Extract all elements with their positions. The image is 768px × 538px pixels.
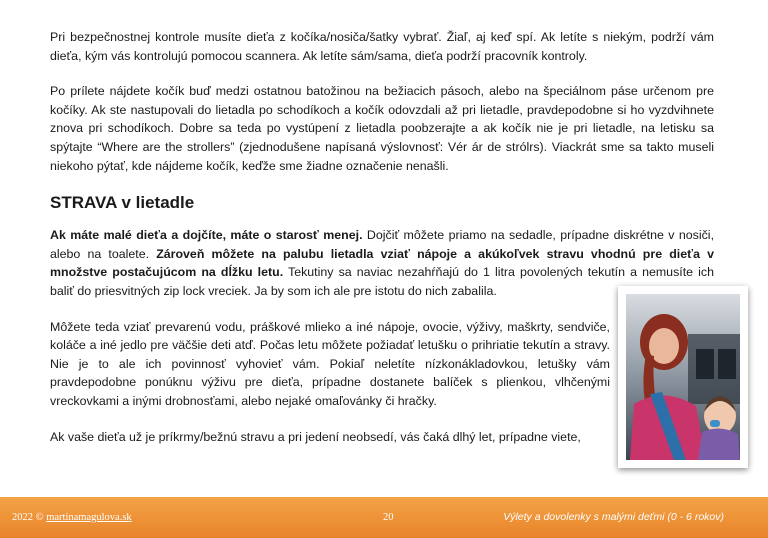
page-number: 20	[383, 512, 394, 523]
paragraph-breastfeeding	[50, 226, 714, 300]
paragraph-food-list: Môžete teda vziať prevarenú vodu, práškové mlieko a iné nápoje, ovocie, výživy, maškrty, sendviče, koláče a iné jedlo pre väčšie deti atď. Počas letu môžete požiadať letušku o prihriatie tekutín a stravy. Nie je to ale ich povinnosť vyhovieť vám. Pokiaľ neletíte nízkonákladovkou, letušky vám pravdepodobne ponúknu výživu pre dieťa, prípadne dostanete balíček s plienkou, vlhčenými vreckovkami a inými drobnosťami, alebo nejaké omaľovánky či hračky.	[50, 319, 610, 408]
footer-year: 2022	[12, 512, 33, 523]
photo-image	[626, 294, 740, 460]
bold-text: Ak máte malé dieťa a dojčíte, máte o starosť menej.	[50, 228, 363, 243]
body-text: Dojčiť môžete priamo na sedadle, prípadne diskrétne v nosiči, alebo na toalete.	[50, 228, 715, 261]
footer-book-title: Výlety a dovolenky s malými deťmi (0 - 6 rokov)	[503, 511, 724, 523]
body-text: Tekutiny sa naviac nezahŕňajú do 1 litra povolených tekutín a nemusíte ich baliť do priesvitných zip lock vreciek. Ja by som ich ale pre istotu do nich zabalila.	[50, 265, 714, 298]
page-footer	[0, 497, 768, 538]
section-heading: STRAVA v lietadle	[50, 193, 195, 213]
copyright-icon: ©	[35, 512, 44, 523]
footer-site-link[interactable]: martinamagulova.sk	[46, 512, 132, 523]
bold-text: Zároveň môžete na palubu lietadla vziať nápoje a akúkoľvek stravu vhodnú pre dieťa v množstve postačujúcom na dĺžku letu.	[50, 246, 714, 280]
page-content	[50, 28, 714, 463]
photo-mother-child-airplane	[618, 286, 748, 468]
paragraph-stroller-arrival: Po prílete nájdete kočík buď medzi ostatnou batožinou na bežiacich pásoch, alebo na špeciálnom páse určenom pre kočíky. Ak ste nastupovali do lietadla po schodíkoch a kočík odovzdali až pri lietadle, pravdepodobne si ho vyzdvihnete znova pri schodíkoch. Dobre sa teda po vystúpení z lietadla poobzerajte a ak kočík nie je pri lietadle, na letisku sa spýtajte “Where are the strollers” (zjednodušene napísaná výslovnosť: Vér ár de strólrs). Viackrát sme sa takto museli niekoho pýtať, kde nájdeme kočík, keďže sme žiadne označenie nenašli.	[50, 84, 714, 173]
paragraph-security-check: Pri bezpečnostnej kontrole musíte dieťa z kočíka/nosiča/šatky vybrať. Žiaľ, aj keď spí. Ak letíte s niekým, podrží vám dieťa, kým vás kontrolujú pomocou scannera. Ak letíte sám/sama, dieťa podrží pracovník kontroly.	[50, 30, 714, 63]
footer-copyright	[12, 512, 132, 523]
paragraph-solid-food: Ak vaše dieťa už je príkrmy/bežnú stravu a pri jedení neobsedí, vás čaká dlhý let, prípadne viete,	[50, 429, 581, 444]
